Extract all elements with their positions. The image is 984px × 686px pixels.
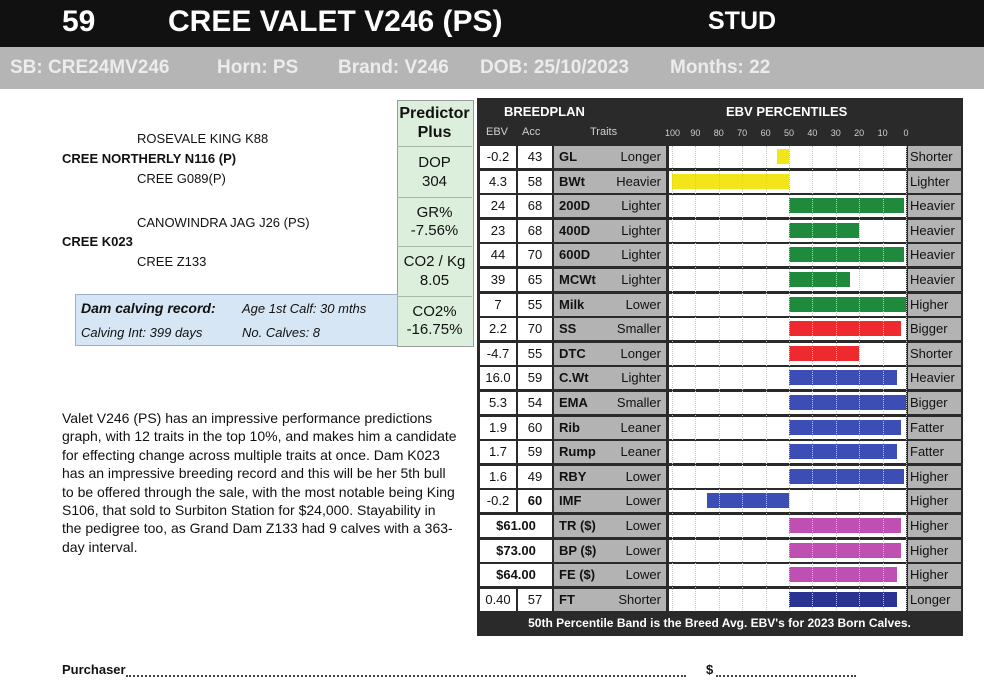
trait-cell — [554, 540, 666, 562]
co2-pct-value: -16.75% — [406, 321, 463, 338]
divider — [397, 197, 472, 198]
trait-high-direction: Fatter — [908, 417, 961, 439]
brand: Brand: V246 — [338, 57, 449, 78]
trait-high-direction: Higher — [908, 564, 961, 586]
trait-high-direction: Shorter — [908, 146, 961, 168]
accuracy-value: 59 — [518, 367, 552, 389]
trait-low-direction: Lighter — [621, 247, 661, 262]
percentile-bar — [789, 420, 901, 435]
trait-name: SS — [559, 321, 577, 336]
trait-cell — [554, 146, 666, 168]
trait-low-direction: Smaller — [616, 395, 661, 410]
accuracy-value: 49 — [518, 466, 552, 488]
trait-low-direction: Lighter — [621, 198, 661, 213]
trait-low-direction: Smaller — [616, 321, 661, 336]
percentile-gridline — [906, 146, 907, 610]
percentile-tick-label: 100 — [665, 128, 681, 138]
sb-number: SB: CRE24MV246 — [10, 57, 170, 78]
trait-cell — [554, 244, 666, 266]
co2-kg-value: 8.05 — [419, 272, 450, 289]
trait-low-direction: Lower — [625, 543, 661, 558]
trait-cell — [554, 318, 666, 340]
percentile-bar — [789, 395, 906, 410]
percentile-bar — [789, 247, 904, 262]
trait-cell — [554, 589, 666, 611]
ebv-value: -0.2 — [480, 490, 516, 512]
accuracy-value: 60 — [518, 490, 552, 512]
trait-name: IMF — [559, 493, 582, 508]
traits-column-header: Traits — [590, 126, 618, 138]
percentile-bar — [789, 321, 901, 336]
ebv-value: 16.0 — [480, 367, 516, 389]
trait-high-direction: Bigger — [908, 392, 961, 414]
percentile-gridline — [883, 146, 884, 610]
trait-name: MCWt — [559, 272, 596, 287]
dam-number-calves: No. Calves: 8 — [242, 325, 321, 340]
ebv-value: $73.00 — [480, 540, 552, 562]
trait-name: EMA — [559, 395, 588, 410]
trait-cell — [554, 564, 666, 586]
pedigree-dam-dam: CREE Z133 — [137, 254, 207, 269]
divider — [397, 296, 472, 297]
percentile-gridline — [766, 146, 767, 610]
trait-cell — [554, 367, 666, 389]
percentile-gridline — [859, 146, 860, 610]
trait-name: TR ($) — [559, 518, 596, 533]
age-months: Months: 22 — [670, 57, 771, 78]
trait-cell — [554, 294, 666, 316]
trait-high-direction: Bigger — [908, 318, 961, 340]
ebv-value: 39 — [480, 269, 516, 291]
trait-name: FE ($) — [559, 567, 596, 582]
accuracy-value: 59 — [518, 441, 552, 463]
percentile-tick-label: 60 — [760, 128, 771, 138]
ebv-value: 7 — [480, 294, 516, 316]
percentile-gridline — [719, 146, 720, 610]
ebv-value: 24 — [480, 195, 516, 217]
trait-cell — [554, 269, 666, 291]
ebv-value: 4.3 — [480, 171, 516, 193]
percentile-gridline — [812, 146, 813, 610]
purchaser-label: Purchaser — [62, 662, 126, 677]
percentile-bar — [789, 518, 901, 533]
trait-low-direction: Lower — [625, 469, 661, 484]
breedplan-heading: BREEDPLAN — [504, 104, 585, 119]
accuracy-value: 68 — [518, 195, 552, 217]
ebv-column-header: EBV — [486, 126, 509, 138]
ebv-value: -0.2 — [480, 146, 516, 168]
date-of-birth: DOB: 25/10/2023 — [480, 57, 629, 78]
ebv-value: 5.3 — [480, 392, 516, 414]
trait-cell — [554, 171, 666, 193]
accuracy-value: 70 — [518, 244, 552, 266]
trait-cell — [554, 490, 666, 512]
percentile-tick-label: 80 — [713, 128, 724, 138]
trait-high-direction: Fatter — [908, 441, 961, 463]
trait-cell — [554, 466, 666, 488]
co2-kg-label: CO2 / Kg — [403, 253, 466, 270]
ebv-value: 2.2 — [480, 318, 516, 340]
percentile-tick-label: 20 — [854, 128, 865, 138]
percentile-bar — [789, 567, 897, 582]
trait-low-direction: Heavier — [616, 174, 661, 189]
purchaser-line — [126, 675, 686, 677]
ebv-value: -4.7 — [480, 343, 516, 365]
percentile-bar — [789, 198, 904, 213]
trait-low-direction: Lower — [625, 493, 661, 508]
trait-cell — [554, 441, 666, 463]
percentile-tick-label: 50 — [783, 128, 794, 138]
trait-name: 400D — [559, 223, 591, 238]
lot-number: 59 — [62, 5, 96, 38]
ebv-value: 0.40 — [480, 589, 516, 611]
predictor-plus-title: Predictor Plus — [399, 105, 470, 141]
percentile-bar — [789, 272, 850, 287]
percentile-tick-label: 30 — [830, 128, 841, 138]
dam-age-first-calf: Age 1st Calf: 30 mths — [242, 301, 367, 316]
trait-name: Rib — [559, 420, 580, 435]
percentile-bar — [789, 370, 897, 385]
percentile-gridline — [695, 146, 696, 610]
trait-low-direction: Longer — [620, 346, 661, 361]
trait-high-direction: Lighter — [908, 171, 961, 193]
trait-cell — [554, 392, 666, 414]
breed-average-note: 50th Percentile Band is the Breed Avg. EBV's for 2023 Born Calves. — [528, 616, 911, 630]
trait-low-direction: Lighter — [621, 223, 661, 238]
trait-high-direction: Higher — [908, 466, 961, 488]
trait-low-direction: Lower — [625, 567, 661, 582]
bull-name: CREE VALET V246 (PS) — [168, 5, 503, 38]
trait-low-direction: Longer — [620, 149, 661, 164]
horn-status: Horn: PS — [217, 57, 299, 78]
percentile-bar — [789, 223, 859, 238]
trait-high-direction: Heavier — [908, 220, 961, 242]
trait-cell — [554, 515, 666, 537]
percentile-plot-row — [669, 343, 906, 365]
accuracy-value: 43 — [518, 146, 552, 168]
trait-high-direction: Higher — [908, 490, 961, 512]
percentile-gridline — [789, 146, 790, 610]
divider — [397, 146, 472, 147]
accuracy-value: 54 — [518, 392, 552, 414]
trait-high-direction: Longer — [908, 589, 961, 611]
percentile-tick-label: 90 — [690, 128, 701, 138]
percentile-bar — [789, 346, 859, 361]
accuracy-value: 55 — [518, 294, 552, 316]
ebv-value: 44 — [480, 244, 516, 266]
trait-high-direction: Higher — [908, 294, 961, 316]
trait-name: BP ($) — [559, 543, 597, 558]
accuracy-value: 57 — [518, 589, 552, 611]
percentile-bar — [777, 149, 789, 164]
percentile-gridline — [836, 146, 837, 610]
trait-cell — [554, 417, 666, 439]
ebv-value: 23 — [480, 220, 516, 242]
trait-low-direction: Leaner — [620, 444, 661, 459]
ebv-value: $64.00 — [480, 564, 552, 586]
trait-name: C.Wt — [559, 370, 589, 385]
percentile-gridline — [742, 146, 743, 610]
trait-name: Milk — [559, 297, 585, 312]
accuracy-value: 65 — [518, 269, 552, 291]
percentile-plot-row — [669, 269, 906, 291]
trait-name: 600D — [559, 247, 591, 262]
co2-pct-label: CO2% — [412, 303, 457, 320]
percentile-bar — [789, 543, 901, 558]
ebv-value: 1.9 — [480, 417, 516, 439]
percentile-bar — [789, 444, 897, 459]
ebv-value: $61.00 — [480, 515, 552, 537]
percentile-tick-label: 0 — [903, 128, 909, 138]
ebv-percentiles-heading: EBV PERCENTILES — [726, 104, 848, 119]
pedigree-sire: CREE NORTHERLY N116 (P) — [62, 151, 237, 166]
trait-high-direction: Heavier — [908, 244, 961, 266]
trait-low-direction: Shorter — [618, 592, 661, 607]
trait-low-direction: Lighter — [621, 370, 661, 385]
trait-high-direction: Heavier — [908, 269, 961, 291]
trait-low-direction: Lower — [625, 297, 661, 312]
trait-name: 200D — [559, 198, 591, 213]
trait-low-direction: Leaner — [620, 420, 661, 435]
trait-high-direction: Higher — [908, 515, 961, 537]
pedigree-dam: CREE K023 — [62, 234, 133, 249]
trait-high-direction: Heavier — [908, 367, 961, 389]
bull-description: Valet V246 (PS) has an impressive performance predictions graph, with 12 traits in the top 10%, and makes him a candidate for effecting change across multiple traits at once. Dam K023 has an impressive breeding record and this will be her 5th bull to be offered through the sale, with the most notable being King S106, that sold to Surbiton Station for $24,000. Stayability in the pedigree too, as Grand Dam Z133 had 9 calves with a 363-day interval. — [62, 410, 457, 555]
trait-cell — [554, 220, 666, 242]
ebv-value: 1.6 — [480, 466, 516, 488]
accuracy-value: 55 — [518, 343, 552, 365]
percentile-tick-label: 70 — [737, 128, 748, 138]
percentile-bar — [672, 174, 789, 189]
dam-record-title: Dam calving record: — [81, 300, 216, 316]
percentile-bar — [789, 469, 904, 484]
dam-calving-interval: Calving Int: 399 days — [81, 325, 203, 340]
percentile-bar — [789, 592, 897, 607]
pedigree-sire-sire: ROSEVALE KING K88 — [137, 131, 269, 146]
trait-low-direction: Lighter — [621, 272, 661, 287]
trait-cell — [554, 343, 666, 365]
gr-label: GR% — [416, 204, 453, 221]
trait-low-direction: Lower — [625, 518, 661, 533]
gr-value: -7.56% — [410, 222, 459, 239]
price-label: $ — [706, 662, 714, 677]
percentile-bar — [789, 297, 906, 312]
pedigree-sire-dam: CREE G089(P) — [137, 171, 226, 186]
category-label: STUD — [708, 7, 777, 35]
pedigree-dam-sire: CANOWINDRA JAG J26 (PS) — [137, 215, 310, 230]
trait-cell — [554, 195, 666, 217]
accuracy-value: 68 — [518, 220, 552, 242]
price-line — [716, 675, 856, 677]
percentile-tick-label: 40 — [807, 128, 818, 138]
trait-name: DTC — [559, 346, 586, 361]
accuracy-value: 58 — [518, 171, 552, 193]
trait-high-direction: Shorter — [908, 343, 961, 365]
percentile-plot-row — [669, 220, 906, 242]
trait-high-direction: Higher — [908, 540, 961, 562]
ebv-value: 1.7 — [480, 441, 516, 463]
accuracy-value: 60 — [518, 417, 552, 439]
trait-name: BWt — [559, 174, 585, 189]
trait-high-direction: Heavier — [908, 195, 961, 217]
dop-value: 304 — [421, 173, 448, 190]
trait-name: GL — [559, 149, 578, 164]
trait-name: FT — [559, 592, 575, 607]
accuracy-value: 70 — [518, 318, 552, 340]
acc-column-header: Acc — [522, 126, 541, 138]
dop-label: DOP — [418, 154, 451, 171]
trait-name: RBY — [559, 469, 587, 484]
percentile-tick-label: 10 — [877, 128, 888, 138]
trait-name: Rump — [559, 444, 596, 459]
divider — [397, 246, 472, 247]
percentile-gridline — [672, 146, 673, 610]
